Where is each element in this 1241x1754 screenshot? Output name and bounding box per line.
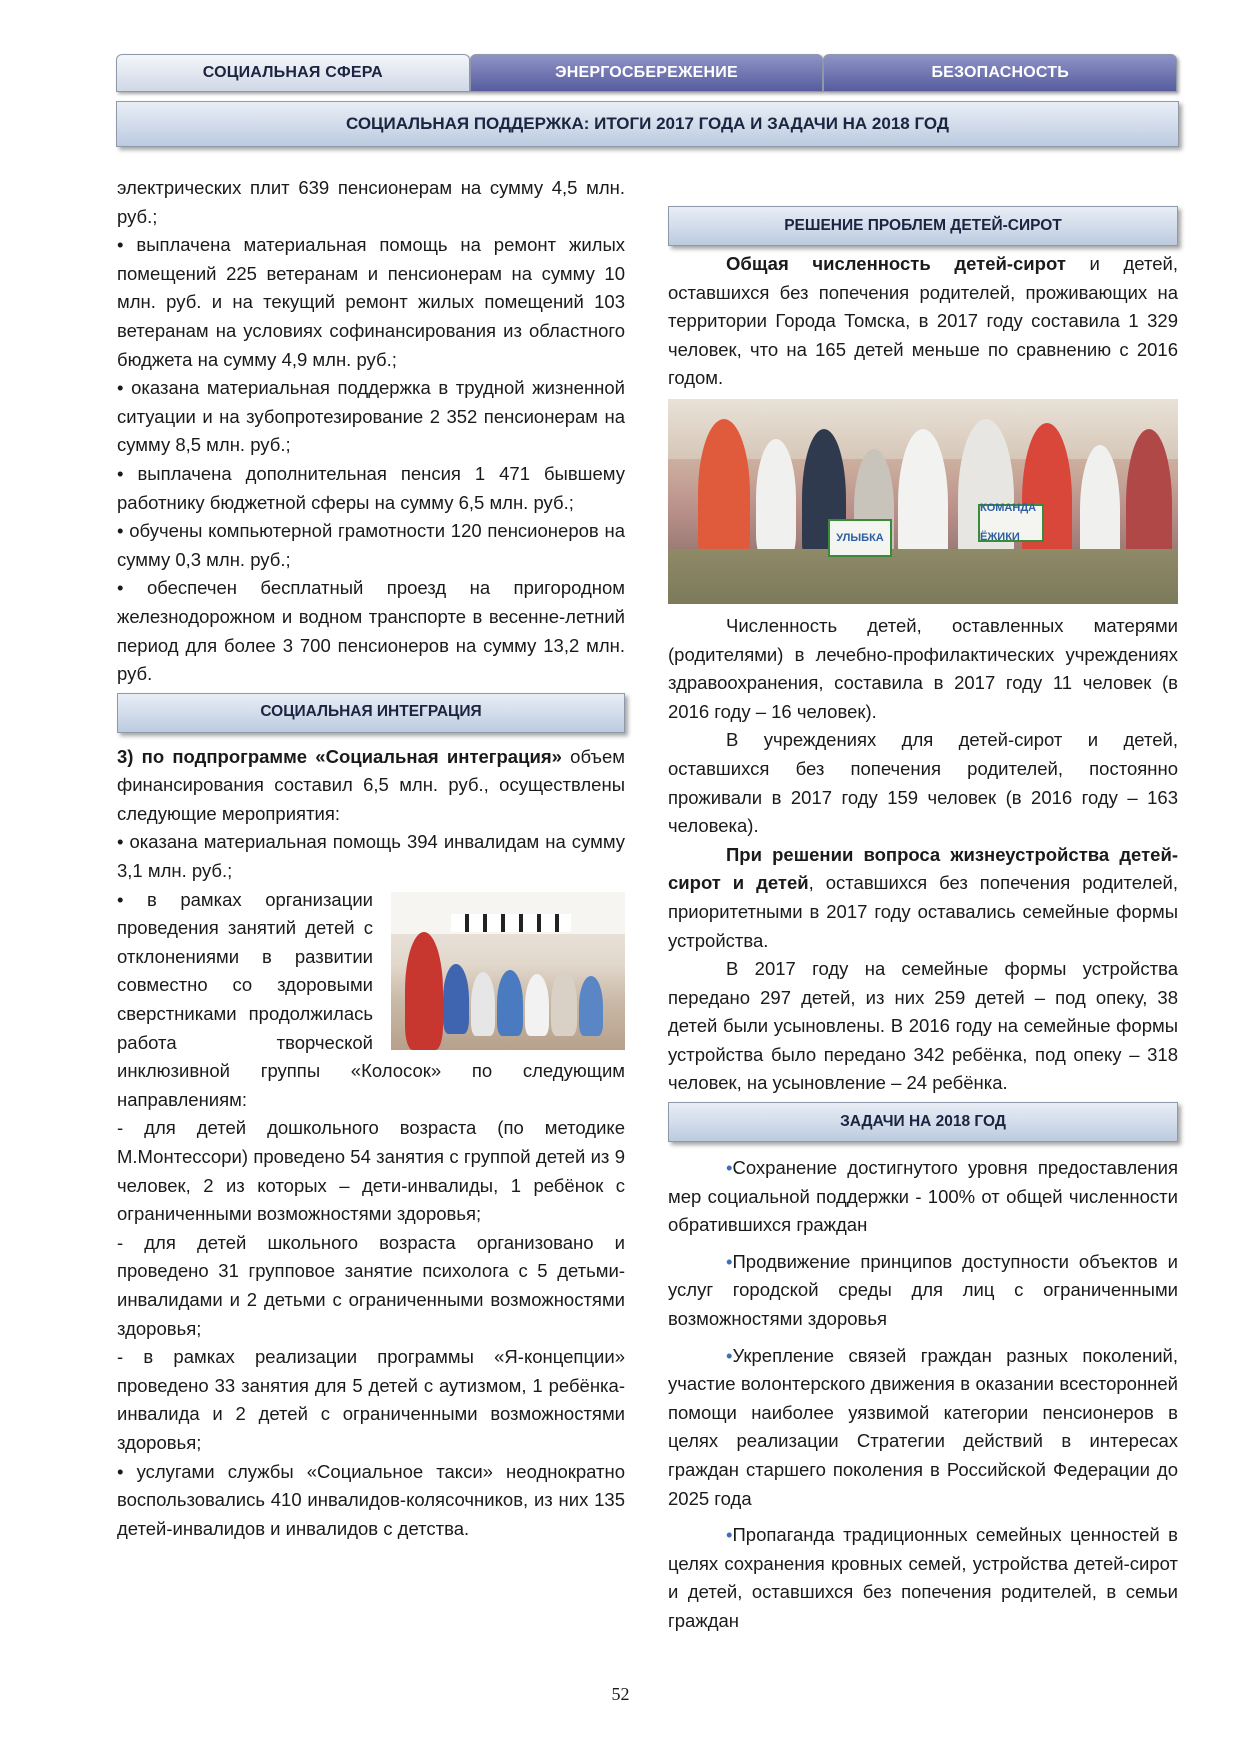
- team-sign-smile: УЛЫБКА: [828, 519, 892, 557]
- paragraph-institutions: В учреждениях для детей-сирот и детей, оставшихся без попечения родителей, постоянно проживали в 2017 году 159 человек (в 2016 году – 163 человека).: [668, 729, 1178, 837]
- paragraph-orphans-total: Общая численность детей-сирот и детей, оставшихся без попечения родителей, проживающих на территории Города Томска, в 2017 году составила 1 329 человек, что на 165 детей меньше по сравнению с 2016 годом.: [668, 253, 1178, 389]
- task-item: •Сохранение достигнутого уровня предоставления мер социальной поддержки - 100% от общей численности обратившихся граждан: [668, 1157, 1178, 1236]
- right-column: [668, 202, 1178, 1636]
- list-item: • оказана материальная помощь 394 инвалидам на сумму 3,1 млн. руб.;: [117, 831, 625, 882]
- direction-item: - для детей школьного возраста организовано и проведено 31 групповое занятие психолога с 5 детьми-инвалидами и 2 детьми с ограниченными возможностями здоровья;: [117, 1231, 625, 1339]
- task-item: •Укрепление связей граждан разных поколений, участие волонтерского движения в оказании всесторонней помощи наиболее уязвимой категории пенсионеров в целях реализации Стратегии действий в интересах граждан старшего поколения в Российской Федерации до 2025 года: [668, 1344, 1178, 1509]
- page-title: СОЦИАЛЬНАЯ ПОДДЕРЖКА: ИТОГИ 2017 ГОДА И ЗАДАЧИ НА 2018 ГОД: [116, 101, 1179, 147]
- list-item: • в рамках организации проведения занятий детей с отклонениями в развитии совместно со здоровыми сверстниками продолжилась работа творческой инклюзивной группы «Колосок» по следующим направлениям:: [117, 888, 625, 1110]
- task-item: •Пропаганда традиционных семейных ценностей в целях сохранения кровных семей, устройства детей-сирот и детей, оставшихся без попечения родителей, в семьи граждан: [668, 1524, 1178, 1631]
- direction-item: - в рамках реализации программы «Я-концепции» проведено 33 занятия для 5 детей с аутизмом, 1 ребёнка-инвалида и 2 детей с ограниченными возможностями здоровья;: [117, 1346, 625, 1453]
- paragraph-continuation: электрических плит 639 пенсионерам на сумму 4,5 млн. руб.;: [117, 177, 625, 227]
- task-item: •Продвижение принципов доступности объектов и услуг городской среды для лиц с ограниченными возможностями здоровья: [668, 1250, 1178, 1330]
- section-heading-orphans: РЕШЕНИЕ ПРОБЛЕМ ДЕТЕЙ-СИРОТ: [668, 206, 1178, 246]
- direction-item: - для детей дошкольного возраста (по методике М.Монтессори) проведено 54 занятия с группой детей из 9 человек, 2 из которых – дети-инвалиды, 1 ребёнок с ограниченными возможностями здоровья;: [117, 1117, 625, 1225]
- paragraph-family-placement: В 2017 году на семейные формы устройства передано 297 детей, из них 259 детей – под опеку, 38 детей были усыновлены. В 2016 году на семейные формы устройства было передано 342 ребёнка, под опеку – 318 человек, на усыновление – 24 ребёнка.: [668, 958, 1178, 1094]
- list-item: • обучены компьютерной грамотности 120 пенсионеров на сумму 0,3 млн. руб.;: [117, 520, 625, 570]
- list-item: • выплачена дополнительная пенсия 1 471 бывшему работнику бюджетной сферы на сумму 6,5 млн. руб.;: [117, 462, 625, 513]
- top-tabs: [116, 54, 1177, 92]
- inclusive-group-photo: [391, 892, 625, 1050]
- left-column: [117, 174, 625, 1543]
- list-item: • обеспечен бесплатный проезд на пригородном железнодорожном и водном транспорте в весенне-летний период для более 3 700 пенсионеров на сумму 13,2 млн. руб.: [117, 577, 626, 685]
- paragraph-placement-priority: При решении вопроса жизнеустройства детей-сирот и детей, оставшихся без попечения родителей, приоритетными в 2017 году оставались семейные формы устройства.: [668, 843, 1178, 951]
- orphans-event-photo: [668, 399, 1178, 604]
- tab-social-sphere[interactable]: СОЦИАЛЬНАЯ СФЕРА: [116, 54, 470, 92]
- team-sign-hedgehogs: КОМАНДА ЁЖИКИ: [978, 504, 1044, 542]
- tab-energy-saving[interactable]: ЭНЕРГОСБЕРЕЖЕНИЕ: [470, 54, 824, 92]
- paragraph-subprogram: 3) по подпрограмме «Социальная интеграция» объем финансирования составил 6,5 млн. руб., осуществлены следующие мероприятия:: [117, 745, 626, 824]
- section-heading-tasks-2018: ЗАДАЧИ НА 2018 ГОД: [668, 1102, 1178, 1142]
- tab-safety[interactable]: БЕЗОПАСНОСТЬ: [823, 54, 1177, 92]
- section-heading-social-integration: СОЦИАЛЬНАЯ ИНТЕГРАЦИЯ: [117, 693, 625, 733]
- paragraph-abandoned-children: Численность детей, оставленных матерями (родителями) в лечебно-профилактических учреждениях здравоохранения, составила в 2017 году 11 человек (в 2016 году – 16 человек).: [668, 614, 1178, 722]
- list-item: • услугами службы «Социальное такси» неоднократно воспользовались 410 инвалидов-колясочников, из них 135 детей-инвалидов и инвалидов с детства.: [117, 1460, 625, 1539]
- list-item: • выплачена материальная помощь на ремонт жилых помещений 225 ветеранам и пенсионерам на сумму 10 млн. руб. и на текущий ремонт жилых помещений 103 ветеранам на условиях софинансирования из областного бюджета на сумму 4,9 млн. руб.;: [117, 234, 625, 370]
- list-item: • оказана материальная поддержка в трудной жизненной ситуации и на зубопротезирование 2 352 пенсионерам на сумму 8,5 млн. руб.;: [117, 377, 625, 456]
- page-number: 52: [611, 1684, 630, 1704]
